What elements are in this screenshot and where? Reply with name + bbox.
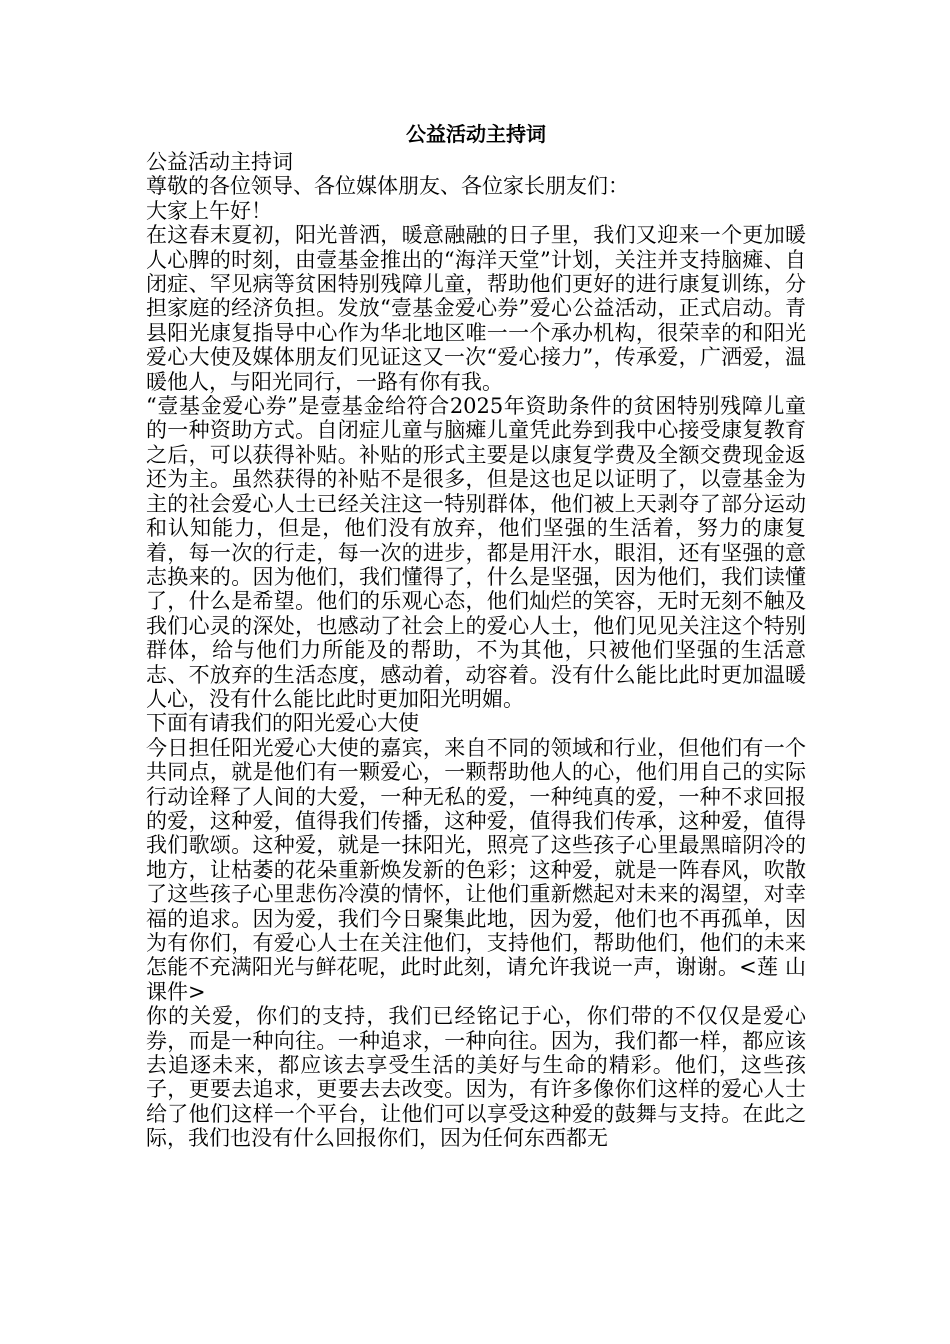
paragraph-ambassadors: 今日担任阳光爱心大使的嘉宾，来自不同的领域和行业，但他们有一个共同点，就是他们有一颗爱心，一颗帮助他人的心，他们用自己的实际行动诠释了人间的大爱，一种无私的爱，一种纯真的爱，一种不求回报的爱，这种爱，值得我们传播，这种爱，值得我们传承，这种爱，值得我们歌颂。这种爱，就是一抹阳光，照亮了这些孩子心里最黑暗阴冷的地方，让枯萎的花朵重新焕发新的色彩；这种爱，就是一阵春风，吹散了这些孩子心里悲伤冷漠的情怀，让他们重新燃起对未来的渴望，对幸福的追求。因为爱，我们今日聚集此地，因为爱，他们也不再孤单，因为有你们，有爱心人士在关注他们，支持他们，帮助他们，他们的未来怎能不充满阳光与鲜花呢，此时此刻，请允许我说一声，谢谢。<莲 山课件> bbox=[146, 735, 806, 1004]
paragraph-salutation: 尊敬的各位领导、各位媒体朋友、各位家长朋友们： bbox=[146, 174, 629, 199]
document-page bbox=[146, 118, 806, 1151]
paragraph-thanks: 你的关爱，你们的支持，我们已经铭记于心，你们带的不仅仅是爱心券，而是一种向往。一种追求，一种向往。因为，我们都一样，都应该去追逐未来，都应该去享受生活的美好与生命的精彩。他们，这些孩子，更要去追求，更要去去改变。因为，有许多像你们这样的爱心人士给了他们这样一个平台，让他们可以享受这种爱的鼓舞与支持。在此之际，我们也没有什么回报你们，因为任何东西都无 bbox=[146, 1004, 806, 1151]
paragraph-invitation: 下面有请我们的阳光爱心大使 bbox=[146, 711, 419, 736]
document-title: 公益活动主持词 bbox=[406, 122, 546, 146]
paragraph-voucher: “壹基金爱心券”是壹基金给符合2025年资助条件的贫困特别残障儿童的一种资助方式。自闭症儿童与脑瘫儿童凭此券到我中心接受康复教育之后，可以获得补贴。补贴的形式主要是以康复学费及全额交费现金返还为主。虽然获得的补贴不是很多，但是这也足以证明了，以壹基金为主的社会爱心人士已经关注这一特别群体，他们被上天剥夺了部分运动和认知能力，但是，他们没有放弃，他们坚强的生活着，努力的康复着，每一次的行走，每一次的进步，都是用汗水，眼泪，还有坚强的意志换来的。因为他们，我们懂得了，什么是坚强，因为他们，我们读懂了，什么是希望。他们的乐观心态，他们灿烂的笑容，无时无刻不触及我们心灵的深处，也感动了社会上的爱心人士，他们见见关注这个特别群体，给与他们力所能及的帮助，不为其他，只被他们坚强的生活意志、不放弃的生活态度，感动着，动容着。没有什么能比此时更加温暖人心，没有什么能比此时更加阳光明媚。 bbox=[146, 394, 806, 711]
paragraph-heading: 公益活动主持词 bbox=[146, 150, 293, 174]
paragraph-greeting: 大家上午好！ bbox=[146, 198, 272, 223]
paragraph-opening: 在这春末夏初，阳光普洒，暖意融融的日子里，我们又迎来一个更加暖人心脾的时刻，由壹基金推出的“海洋天堂”计划，关注并支持脑瘫、自闭症、罕见病等贫困特别残障儿童，帮助他们更好的进行康复训练，分担家庭的经济负担。发放“壹基金爱心券”爱心公益活动，正式启动。青县阳光康复指导中心作为华北地区唯一一个承办机构，很荣幸的和阳光爱心大使及媒体朋友们见证这又一次“爱心接力”，传承爱，广洒爱，温暖他人，与阳光同行，一路有你有我。 bbox=[146, 223, 806, 394]
